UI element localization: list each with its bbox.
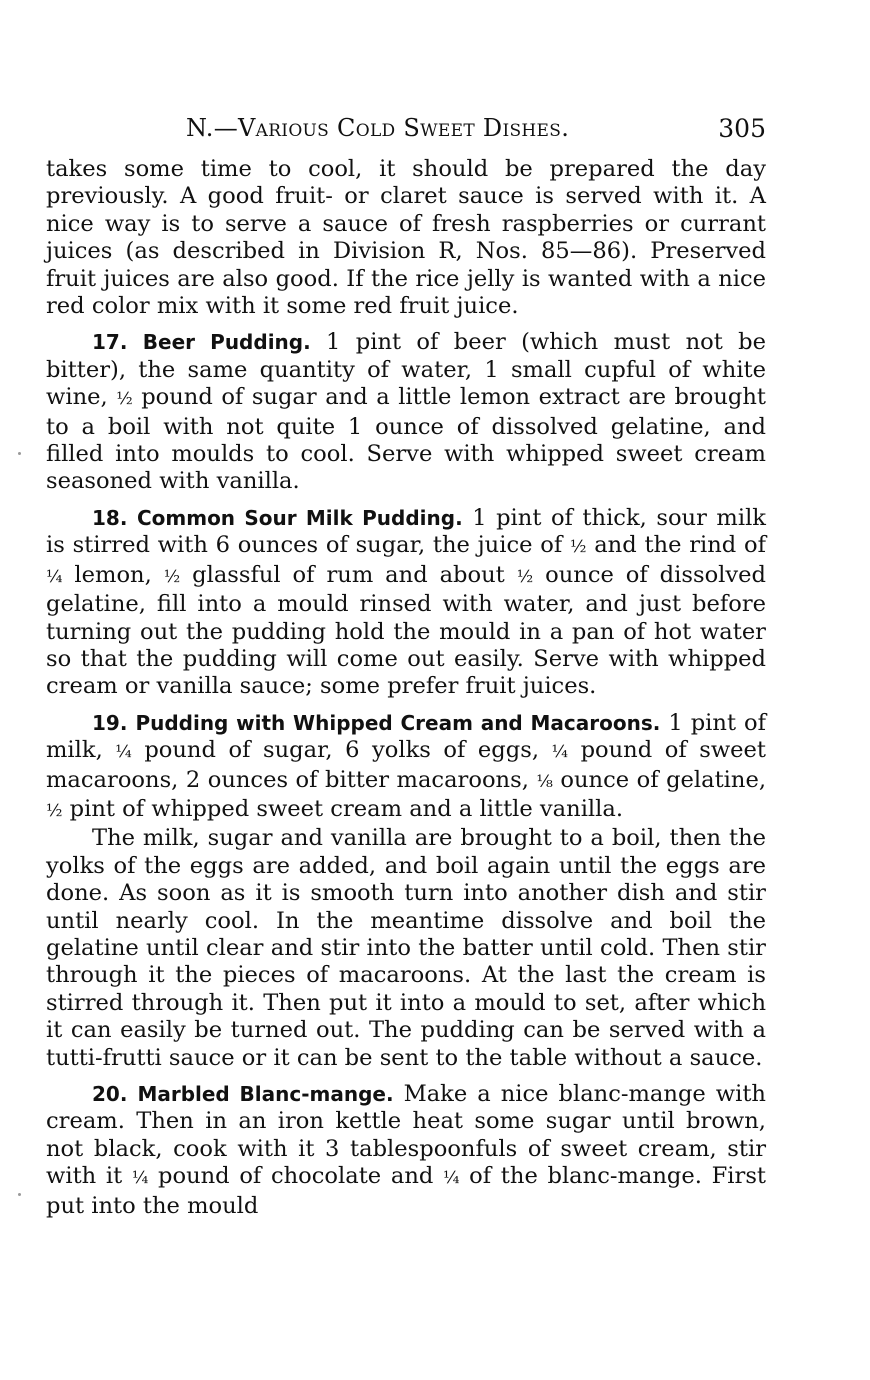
fraction: ¼ — [551, 742, 569, 763]
margin-speck — [18, 1193, 21, 1196]
margin-speck — [18, 452, 21, 455]
fraction: ¼ — [115, 742, 132, 763]
fraction: ¼ — [443, 1168, 460, 1189]
fraction: ½ — [163, 566, 181, 587]
recipe-text: Make a nice blanc-mange with cream. Then in an iron kettle heat some sugar until brown, not black, cook with it 3 tablespoonfuls of sweet cream, stir with it — [46, 1081, 766, 1190]
recipe-text: pound of chocolate and — [148, 1163, 444, 1190]
recipe-text: pound of sugar, 6 yolks of eggs, — [131, 737, 552, 764]
fraction: ½ — [569, 537, 587, 558]
recipe-heading: Beer Pudding. — [142, 330, 311, 355]
recipe-19-method: The milk, sugar and vanilla are brought to a boil, then the yolks of the eggs are added, and boil again until the eggs are done. As soon as it is smooth turn into another dish and stir until nearly cool. In the meantime dissolve and boil the gelatine until clear and stir into the batter until cold. Then stir through it the pieces of macaroons. At the last the cream is stirred through it. Then put it into a mould to set, after which it can easily be turned out. The pudding can be served with a tutti-frutti sauce or it can be sent to the table without a sauce. — [46, 825, 766, 1071]
recipe-number: 20. — [92, 1082, 128, 1106]
recipe-text: pint of whipped sweet cream and a little vanilla. — [62, 795, 624, 822]
fraction: ½ — [46, 800, 63, 821]
recipe-text: and the rind of — [586, 532, 766, 559]
fraction: ¼ — [46, 566, 63, 587]
fraction: ½ — [116, 389, 133, 410]
recipe-text: pound of sweet macaroons, 2 ounces of bitter macaroons, — [46, 737, 766, 793]
continued-paragraph: takes some time to cool, it should be prepared the day previously. A good fruit- or claret sauce is served with it. A nice way is to serve a sauce of fresh raspberries or currant juices (as described in Division R, Nos. 85—86). Preserved fruit juices are also good. If the rice jelly is wanted with a nice red color mix with it some red fruit juice. — [46, 156, 766, 320]
recipe-text: lemon, — [62, 561, 164, 588]
fraction: ½ — [516, 566, 534, 587]
recipe-text: ounce of dissolved gelatine, fill into a mould rinsed with water, and just before turning out the pudding hold the mould in a pan of hot water so that the pudding will come out easily. Serve with whipped cream or vanilla sauce; some prefer fruit juices. — [46, 561, 766, 700]
recipe-text: ounce of gelatine, — [552, 766, 767, 793]
recipe-text: 1 pint of milk, — [46, 709, 766, 764]
recipe-text: of the blanc-mange. First put into the mould — [46, 1163, 766, 1219]
recipe-text: pound of sugar and a little lemon extract are brought to a boil with not quite 1 ounce of dissolved gelatine, and filled into moulds to cool. Serve with whipped sweet cream seasoned with vanilla. — [46, 384, 766, 495]
recipe-heading: Pudding with Whipped Cream and Macaroons. — [135, 710, 661, 735]
running-header — [46, 108, 766, 156]
recipe-number: 19. — [92, 710, 128, 735]
fraction: ¼ — [131, 1168, 149, 1189]
recipe-text: glassful of rum and about — [180, 561, 517, 588]
recipe-text: 1 pint of thick, sour milk is stirred with 6 ounces of sugar, the juice of — [46, 504, 766, 559]
recipe-number: 17. — [92, 330, 128, 355]
recipe-17 — [46, 329, 766, 495]
recipe-heading: Marbled Blanc-mange. — [137, 1082, 394, 1106]
recipe-20 — [46, 1081, 766, 1220]
chapter-title: N.—Various Cold Sweet Dishes. — [186, 114, 570, 142]
recipe-18 — [46, 505, 766, 701]
fraction: ⅛ — [536, 771, 553, 792]
page-number: 305 — [718, 114, 766, 143]
recipe-heading: Common Sour Milk Pudding. — [136, 505, 463, 530]
book-page — [46, 108, 766, 1220]
recipe-19 — [46, 710, 766, 826]
recipe-text: 1 pint of beer (which must not be bitter), the same quantity of water, 1 small cupful of white wine, — [46, 329, 766, 411]
recipe-number: 18. — [92, 505, 128, 530]
